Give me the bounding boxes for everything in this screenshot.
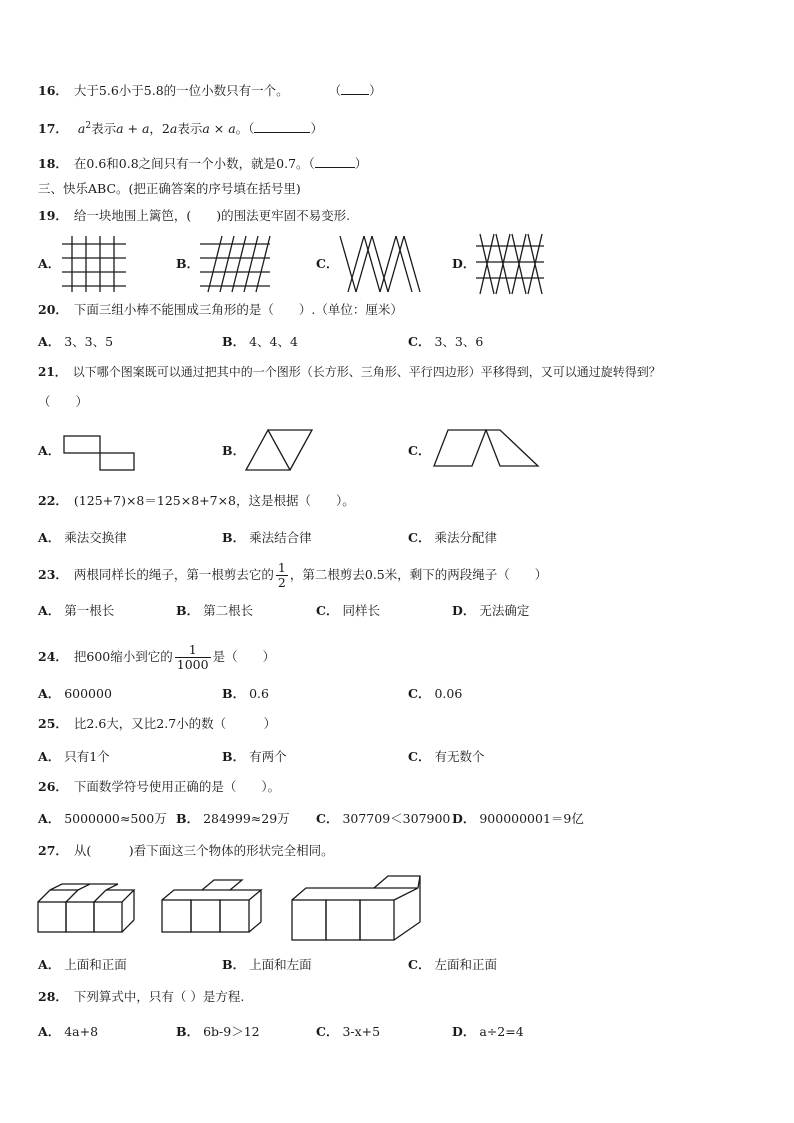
option-letter: A．	[38, 443, 61, 458]
question-number: 18．	[38, 156, 68, 171]
option-b[interactable]	[176, 603, 253, 619]
answer-paren-open: （	[328, 83, 342, 98]
option-text: 307709＜307900	[342, 811, 451, 826]
option-b[interactable]	[222, 334, 298, 350]
cube-stack-figure-2	[162, 878, 266, 936]
option-text: 600000	[64, 686, 112, 701]
answer-paren-close: ）	[354, 156, 368, 171]
answer-blank[interactable]	[341, 82, 369, 95]
option-c[interactable]	[316, 603, 380, 619]
question-16	[38, 82, 382, 99]
option-letter: D．	[452, 1024, 476, 1039]
option-letter: C．	[408, 749, 431, 764]
option-letter: B．	[222, 957, 246, 972]
option-text: 上面和左面	[249, 957, 312, 972]
question-number: 19．	[38, 208, 68, 223]
option-a[interactable]	[38, 256, 64, 272]
question-text: 比2.6大，又比2.7小的数（ ）	[73, 716, 277, 731]
option-letter: C．	[408, 530, 431, 545]
option-a[interactable]	[38, 811, 167, 827]
option-letter: A．	[38, 530, 61, 545]
option-text: 有两个	[249, 749, 287, 764]
option-d[interactable]	[452, 1024, 524, 1040]
option-b[interactable]	[222, 749, 287, 765]
question-19	[38, 208, 350, 224]
expression: a × a	[202, 121, 236, 137]
fraction-numerator: 1	[277, 560, 286, 575]
option-c[interactable]	[408, 443, 434, 459]
answer-paren[interactable]: （ ）	[38, 394, 89, 409]
option-a[interactable]	[38, 603, 114, 619]
question-28	[38, 989, 244, 1005]
question-22	[38, 493, 355, 509]
question-text: 把600缩小到它的	[73, 649, 173, 664]
cube-stack-figure-3	[292, 876, 422, 942]
option-letter: B．	[176, 811, 200, 826]
variable-a: a	[169, 121, 178, 137]
option-b[interactable]	[176, 1024, 260, 1040]
option-letter: A．	[38, 749, 61, 764]
option-letter: B．	[176, 256, 200, 271]
question-text: ，第二根剪去0.5米，剩下的两段绳子（ ）	[289, 567, 548, 582]
option-letter: B．	[222, 749, 246, 764]
cube-stack-figure-1	[38, 880, 134, 936]
question-text: ，2	[149, 121, 170, 137]
option-text: 3-x+5	[342, 1024, 381, 1039]
fraction	[276, 561, 288, 590]
option-a[interactable]	[38, 334, 113, 350]
fraction	[175, 643, 211, 672]
option-letter: C．	[408, 334, 431, 349]
option-letter: A．	[38, 1024, 61, 1039]
option-c[interactable]	[316, 811, 450, 827]
question-18	[38, 155, 367, 172]
option-letter: B．	[222, 530, 246, 545]
option-b[interactable]	[222, 957, 312, 973]
question-text: 。（	[235, 121, 255, 137]
question-23	[38, 560, 547, 590]
fence-crossed-figure	[476, 234, 544, 294]
option-text: 乘法结合律	[249, 530, 312, 545]
question-text: 以下哪个图案既可以通过把其中的一个图形（长方形、三角形、平行四边形）平移得到，又可以通过旋转得到？	[72, 365, 661, 379]
exponent: 2	[85, 121, 92, 131]
question-text: 两根同样长的绳子，第一根剪去它的	[73, 567, 274, 582]
question-number: 28．	[38, 989, 68, 1004]
option-b[interactable]	[222, 686, 269, 702]
option-text: 3、3、5	[64, 334, 114, 349]
question-text: 大于5.6小于5.8的一位小数只有一个。	[73, 83, 289, 98]
option-text: 0.6	[249, 686, 269, 701]
option-letter: C．	[316, 603, 339, 618]
question-text: 下列算式中，只有（ ）是方程.	[73, 989, 245, 1004]
option-letter: C．	[316, 256, 339, 271]
option-c[interactable]	[408, 957, 497, 973]
question-17	[38, 118, 323, 137]
question-26	[38, 779, 280, 795]
question-number: 16．	[38, 83, 68, 98]
option-b[interactable]	[222, 530, 312, 546]
answer-blank[interactable]	[315, 155, 355, 168]
option-letter: A．	[38, 256, 61, 271]
option-letter: B．	[222, 686, 246, 701]
question-text: 是（ ）	[212, 649, 276, 664]
option-letter: A．	[38, 334, 61, 349]
option-text: 900000001＝9亿	[479, 811, 584, 826]
option-text: 只有1个	[64, 749, 110, 764]
option-letter: D．	[452, 811, 476, 826]
option-c[interactable]	[408, 749, 484, 765]
option-letter: B．	[222, 334, 246, 349]
question-text: 在0.6和0.8之间只有一个小数，就是0.7。（	[73, 156, 315, 171]
option-d[interactable]	[452, 603, 529, 619]
option-letter: B．	[176, 603, 200, 618]
parallelograms-figure	[434, 430, 540, 468]
option-text: 乘法分配律	[434, 530, 497, 545]
option-text: 上面和正面	[64, 957, 127, 972]
option-letter: A．	[38, 957, 61, 972]
option-a[interactable]	[38, 1024, 98, 1040]
option-letter: C．	[408, 957, 431, 972]
option-text: 第二根长	[203, 603, 254, 618]
fraction-denominator: 2	[277, 575, 286, 590]
question-number: 21．	[38, 365, 67, 379]
option-letter: A．	[38, 811, 61, 826]
question-20	[38, 302, 403, 318]
question-number: 24．	[38, 649, 68, 664]
fence-triangle-figure	[340, 236, 420, 292]
section-heading	[38, 181, 301, 197]
formula: (125+7)×8＝125×8+7×8	[73, 493, 237, 508]
question-text: 下面三组小棒不能围成三角形的是（ ）.（单位：厘米）	[73, 302, 403, 317]
question-number: 25．	[38, 716, 68, 731]
option-text: 4、4、4	[249, 334, 298, 349]
answer-paren-close: ）	[310, 121, 323, 137]
option-text: 第一根长	[64, 603, 115, 618]
question-25	[38, 716, 276, 732]
option-text: 有无数个	[434, 749, 485, 764]
option-text: 无法确定	[479, 603, 530, 618]
fence-grid-figure	[62, 236, 126, 292]
option-text: 3、3、6	[434, 334, 484, 349]
option-text: 6b-9＞12	[203, 1024, 260, 1039]
option-a[interactable]	[38, 443, 64, 459]
option-b[interactable]	[176, 811, 290, 827]
option-text: a÷2=4	[479, 1024, 524, 1039]
question-text: 表示	[91, 121, 117, 137]
question-number: 26．	[38, 779, 68, 794]
option-c[interactable]	[316, 256, 342, 272]
option-text: 0.06	[434, 686, 463, 701]
option-c[interactable]	[408, 686, 462, 702]
question-text: 给一块地围上篱笆，( )的围法更牢固不易变形.	[73, 208, 351, 223]
option-letter: C．	[316, 811, 339, 826]
option-letter: D．	[452, 256, 476, 271]
fraction-denominator: 1000	[176, 657, 209, 672]
option-text: 左面和正面	[434, 957, 497, 972]
question-text: 从( )看下面这三个物体的形状完全相同。	[73, 843, 334, 858]
option-letter: A．	[38, 686, 61, 701]
option-letter: B．	[176, 1024, 200, 1039]
question-number: 20．	[38, 302, 68, 317]
answer-blank[interactable]	[254, 120, 310, 133]
option-a[interactable]	[38, 530, 127, 546]
section-title: 三、快乐ABC。(把正确答案的序号填在括号里)	[38, 181, 301, 196]
option-d[interactable]	[452, 811, 584, 827]
option-letter: C．	[408, 686, 431, 701]
question-number: 17．	[38, 121, 68, 137]
expression: a + a	[116, 121, 150, 137]
option-letter: C．	[408, 443, 431, 458]
variable-a: a	[77, 121, 86, 137]
option-text: 同样长	[342, 603, 380, 618]
question-text: 下面数学符号使用正确的是（ ）。	[73, 779, 281, 794]
option-text: 乘法交换律	[64, 530, 127, 545]
option-letter: B．	[222, 443, 246, 458]
rectangles-figure	[64, 436, 136, 472]
option-letter: C．	[316, 1024, 339, 1039]
option-letter: A．	[38, 603, 61, 618]
fraction-numerator: 1	[175, 643, 211, 658]
triangles-figure	[246, 430, 318, 472]
answer-paren-close: ）	[369, 83, 382, 98]
option-c[interactable]	[316, 1024, 380, 1040]
question-number: 23．	[38, 567, 68, 582]
question-number: 27．	[38, 843, 68, 858]
option-a[interactable]	[38, 957, 127, 973]
question-24	[38, 640, 275, 674]
option-c[interactable]	[408, 530, 497, 546]
option-a[interactable]	[38, 686, 112, 702]
option-a[interactable]	[38, 749, 110, 765]
question-text: 表示	[177, 121, 203, 137]
option-text: 4a+8	[64, 1024, 99, 1039]
question-21	[38, 364, 661, 380]
question-27	[38, 843, 334, 859]
option-letter: D．	[452, 603, 476, 618]
fence-parallelogram-figure	[200, 236, 270, 292]
question-text: ，这是根据（ ）。	[236, 493, 355, 508]
question-number: 22．	[38, 493, 68, 508]
question-21-paren	[38, 394, 88, 410]
option-c[interactable]	[408, 334, 483, 350]
option-text: 5000000≈500万	[64, 811, 167, 826]
option-text: 284999≈29万	[203, 811, 290, 826]
